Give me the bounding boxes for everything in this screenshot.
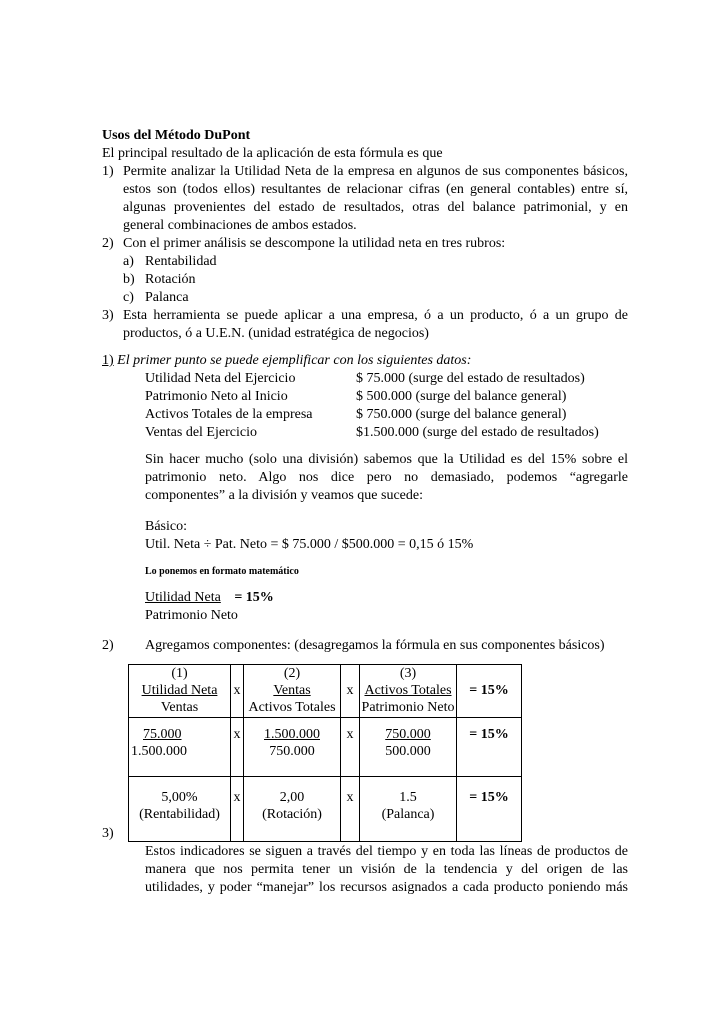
step-text-line: Estos indicadores se siguen a través del tiempo y en toda las líneas de productos de — [145, 844, 628, 859]
value-denominator: 500.000 — [385, 744, 431, 759]
list-item-text: Con el primer análisis se descompone la utilidad neta en tres rubros: — [123, 236, 506, 251]
operator: x — [346, 683, 354, 698]
list-number: 3) — [102, 308, 114, 323]
sublist-text: Rentabilidad — [145, 254, 217, 269]
sublist-letter: a) — [123, 254, 134, 269]
value-numerator: 75.000 — [143, 727, 182, 742]
operator: x — [346, 727, 354, 742]
data-value: $ 750.000 (surge del balance general) — [356, 407, 567, 422]
paragraph-line: Sin hacer mucho (solo una división) sabemos que la Utilidad es del 15% sobre el — [145, 452, 628, 467]
header-denominator: Patrimonio Neto — [361, 700, 455, 715]
indicator-value: 5,00% — [161, 790, 198, 805]
list-number: 2) — [102, 236, 114, 251]
dupont-table — [128, 664, 522, 842]
basic-formula: Util. Neta ÷ Pat. Neto = $ 75.000 / $500.000 = 0,15 ó 15% — [145, 537, 474, 552]
column-index: (1) — [171, 666, 188, 681]
math-format-note: Lo ponemos en formato matemático — [145, 566, 299, 577]
indicator-name: (Rentabilidad) — [139, 807, 220, 822]
sublist-letter: b) — [123, 272, 135, 287]
result: = 15% — [469, 727, 509, 742]
sublist-text: Palanca — [145, 290, 189, 305]
basic-label: Básico: — [145, 519, 187, 534]
indicator-value: 2,00 — [279, 790, 305, 805]
table-row — [129, 777, 522, 842]
step-number: 3) — [102, 826, 114, 841]
example-heading — [102, 352, 471, 370]
operator: x — [346, 790, 354, 805]
sublist-letter: c) — [123, 290, 134, 305]
table-row — [129, 718, 522, 777]
column-index: (3) — [399, 666, 417, 681]
fraction-result: = 15% — [234, 590, 274, 605]
list-item-text: estos son (todos ellos) resultantes de relacionar cifras (en general contables) entre sí, — [123, 182, 628, 197]
data-label: Utilidad Neta del Ejercicio — [145, 371, 296, 386]
data-label: Patrimonio Neto al Inicio — [145, 389, 288, 404]
list-item-text: general combinaciones de ambos estados. — [123, 218, 357, 233]
value-numerator: 750.000 — [385, 727, 431, 742]
step-text-line: manera que nos permita tener un visión de la tendencia y del origen de las — [145, 862, 628, 877]
operator: x — [233, 727, 241, 742]
list-number: 1) — [102, 164, 114, 179]
data-value: $1.500.000 (surge del estado de resultados) — [356, 425, 599, 440]
result: = 15% — [469, 683, 509, 698]
data-label: Activos Totales de la empresa — [145, 407, 313, 422]
operator: x — [233, 790, 241, 805]
step-text-line: utilidades, y poder “manejar” los recursos asignados a cada producto poniendo más — [145, 880, 628, 895]
list-item-text: Permite analizar la Utilidad Neta de la empresa en algunos de sus componentes básicos, — [123, 164, 628, 179]
header-numerator: Utilidad Neta — [141, 683, 218, 698]
list-item-text: algunas provenientes del estado de resultados, otras del balance patrimonial, y en — [123, 200, 628, 215]
header-numerator: Activos Totales — [364, 683, 452, 698]
step-text: Agregamos componentes: (desagregamos la fórmula en sus componentes básicos) — [145, 638, 605, 653]
fraction-denominator: Patrimonio Neto — [145, 608, 238, 623]
indicator-name: (Rotación) — [262, 807, 322, 822]
table-row — [129, 665, 522, 718]
fraction — [145, 589, 274, 607]
header-denominator: Activos Totales — [248, 700, 336, 715]
value-numerator: 1.500.000 — [264, 727, 320, 742]
indicator-value: 1.5 — [399, 790, 417, 805]
example-heading-text: El primer punto se puede ejemplificar con los siguientes datos: — [117, 353, 472, 368]
result: = 15% — [469, 790, 509, 805]
list-item-text: productos, ó a U.E.N. (unidad estratégica de negocios) — [123, 326, 429, 341]
value-denominator: 1.500.000 — [131, 744, 187, 759]
example-number: 1) — [102, 353, 114, 368]
header-denominator: Ventas — [160, 700, 199, 715]
operator: x — [233, 683, 241, 698]
data-value: $ 500.000 (surge del balance general) — [356, 389, 567, 404]
indicator-name: (Palanca) — [381, 807, 435, 822]
value-denominator: 750.000 — [269, 744, 315, 759]
intro-line: El principal resultado de la aplicación de esta fórmula es que — [102, 146, 443, 161]
header-numerator: Ventas — [273, 683, 311, 698]
paragraph-line: componentes” a la división y veamos que sucede: — [145, 488, 423, 503]
data-value: $ 75.000 (surge del estado de resultados) — [356, 371, 585, 386]
data-label: Ventas del Ejercicio — [145, 425, 257, 440]
step-number: 2) — [102, 638, 114, 653]
paragraph-line: patrimonio neto. Algo nos dice pero no demasiado, podemos “agregarle — [145, 470, 628, 485]
section-title: Usos del Método DuPont — [102, 128, 251, 143]
column-index: (2) — [283, 666, 301, 681]
list-item-text: Esta herramienta se puede aplicar a una empresa, ó a un producto, ó a un grupo de — [123, 308, 628, 323]
fraction-numerator: Utilidad Neta — [145, 590, 221, 605]
sublist-text: Rotación — [145, 272, 196, 287]
